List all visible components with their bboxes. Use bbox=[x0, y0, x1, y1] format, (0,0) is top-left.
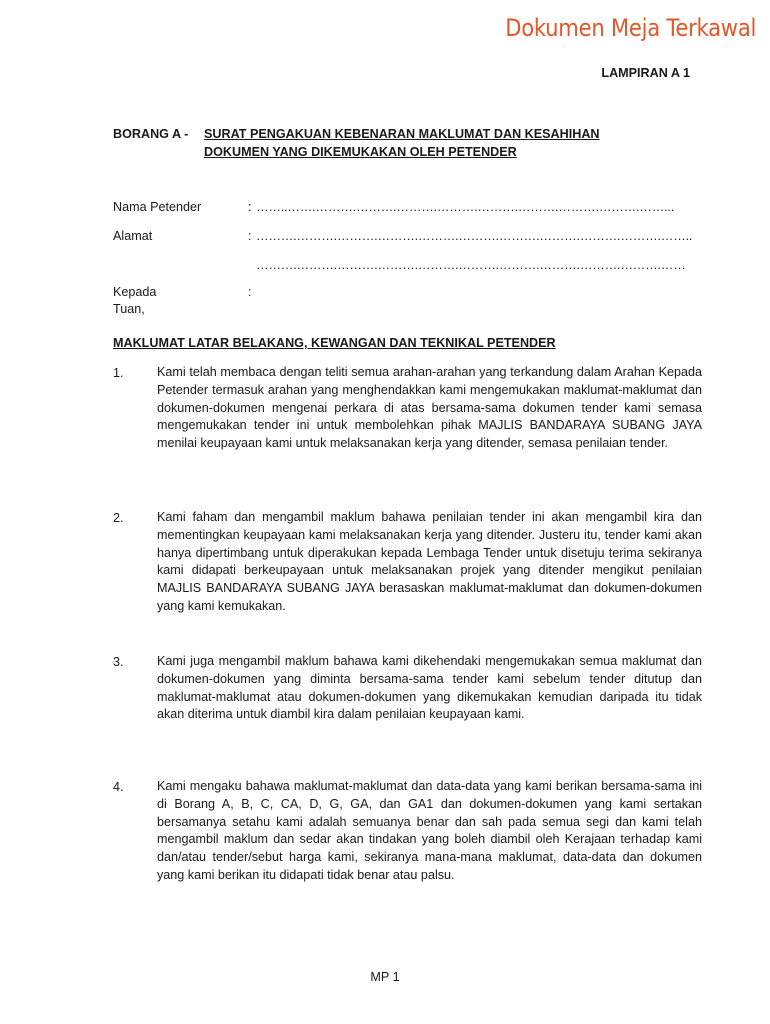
watermark-title: Dokumen Meja Terkawal bbox=[505, 14, 756, 42]
nama-petender-label: Nama Petender bbox=[113, 200, 202, 214]
paragraph-text: Kami juga mengambil maklum bahawa kami dikehendaki mengemukakan semua maklumat dan dokumen-dokumen yang diminta bersama-sama tender kami sebelum tender ditutup dan maklumat-maklumat atau dokumen-dokumen yang dikemukakan kemudian daripada itu tidak akan diterima untuk diambil kira dalam penilaian keupayaan kami. bbox=[157, 654, 702, 722]
nama-colon: : bbox=[248, 200, 252, 214]
alamat-label: Alamat bbox=[113, 229, 153, 243]
page-footer: MP 1 bbox=[370, 970, 400, 984]
borang-title-line1: SURAT PENGAKUAN KEBENARAN MAKLUMAT DAN KESAHIHAN bbox=[204, 127, 600, 141]
paragraph-text: Kami mengaku bahawa maklumat-maklumat dan data-data yang kami berikan bersama-sama ini di Borang A, B, C, CA, D, G, GA, dan GA1 dan dokumen-dokumen yang kami sertakan bersamanya setahu kami adalah semuanya benar dan sah pada semua segi dan kami telah mengambil maklum dan sedar akan tindakan yang boleh diambil oleh Kerajaan terhadap kami dan/atau tender/sebut harga kami, sekiranya mana-mana maklumat, data-data dan dokumen yang kami berikan itu didapati tidak benar atau palsu. bbox=[157, 779, 702, 882]
paragraph-number: 3. bbox=[113, 655, 124, 669]
alamat-field-line2: ……….……….……….……….……….……….……….……….……….……….…… bbox=[256, 258, 686, 272]
kepada-colon: : bbox=[248, 285, 252, 299]
paragraph-number: 2. bbox=[113, 511, 124, 525]
lampiran-label: LAMPIRAN A 1 bbox=[601, 66, 690, 80]
alamat-field-line1: ……….……….……….……….……….……….……….……….……….……….…….. bbox=[256, 229, 693, 243]
paragraph-number: 1. bbox=[113, 366, 124, 380]
section-heading: MAKLUMAT LATAR BELAKANG, KEWANGAN DAN TEKNIKAL PETENDER bbox=[113, 336, 556, 350]
paragraph-text: Kami telah membaca dengan teliti semua arahan-arahan yang terkandung dalam Arahan Kepada Petender termasuk arahan yang menghendakkan kami mengemukakan maklumat-maklumat dan dokumen-dokumen mengenai perkara di atas bersama-sama dokumen tender kami semasa mengemukakan tender ini untuk membolehkan pihak MAJLIS BANDARAYA SUBANG JAYA menilai keupayaan kami untuk melaksanakan kerja yang ditender, semasa penilaian tender. bbox=[157, 365, 702, 451]
borang-prefix: BORANG A - bbox=[113, 127, 189, 141]
borang-title-line2: DOKUMEN YANG DIKEMUKAKAN OLEH PETENDER bbox=[204, 145, 517, 159]
nama-petender-field: ……..…….……….……….……….……….……….……….……….……….……... bbox=[256, 200, 674, 214]
tuan-salutation: Tuan, bbox=[113, 302, 145, 316]
paragraph-number: 4. bbox=[113, 780, 124, 794]
alamat-colon: : bbox=[248, 229, 252, 243]
kepada-label: Kepada bbox=[113, 285, 157, 299]
paragraph-text: Kami faham dan mengambil maklum bahawa penilaian tender ini akan mengambil kira dan mementingkan keupayaan kami melaksanakan kerja yang ditender. Justeru itu, tender kami akan hanya dipertimbang untuk diperakukan kepada Lembaga Tender untuk disetuju terima sekiranya kami didapati berkeupayaan untuk melaksanakan projek yang ditender mengikut penilaian MAJLIS BANDARAYA SUBANG JAYA berasaskan maklumat-maklumat dan dokumen-dokumen yang kami kemukakan. bbox=[157, 510, 702, 613]
